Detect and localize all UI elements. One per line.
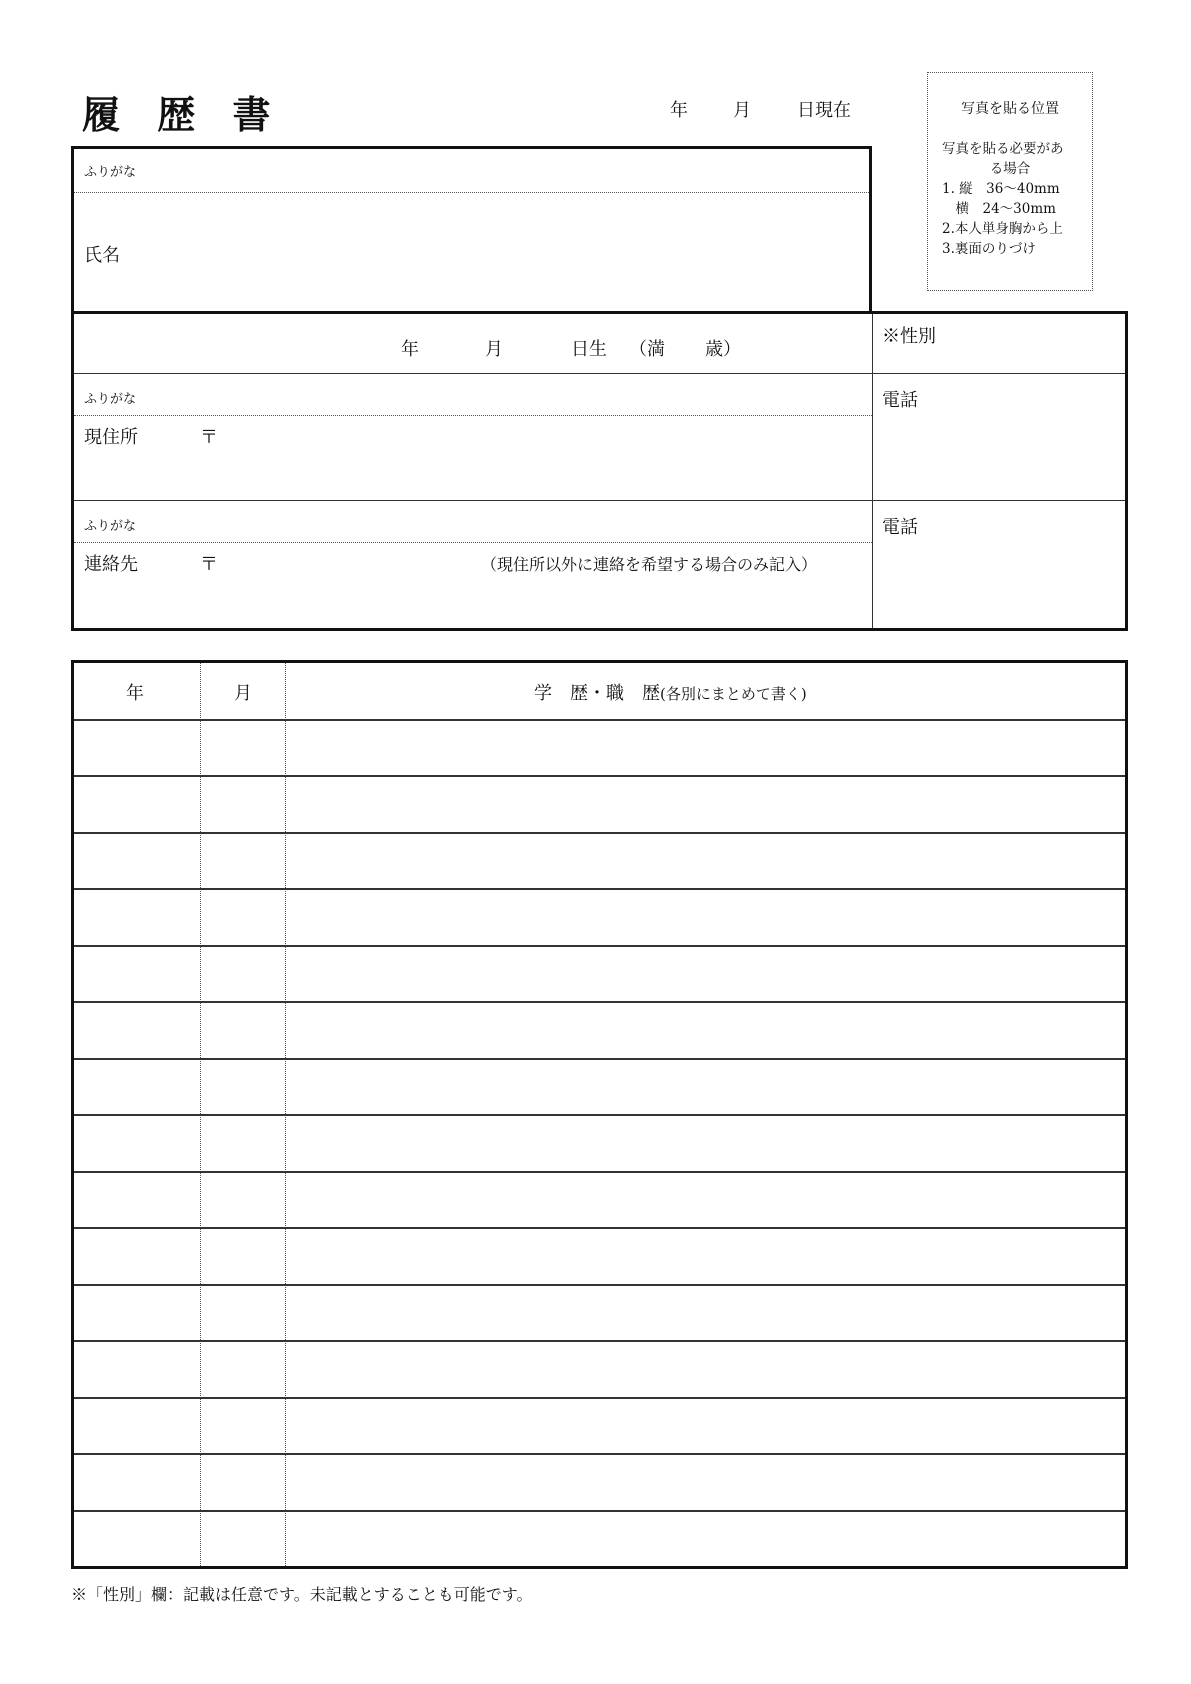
birth-day-label: 日生: [571, 339, 607, 360]
history-row[interactable]: [74, 1001, 1125, 1057]
date-year-label: 年: [670, 100, 688, 121]
col-detail-header: [534, 679, 807, 705]
photo-instruction-line: 3.裏面のりづけ: [942, 241, 1036, 257]
contact-furigana-label: ふりがな: [84, 519, 137, 534]
history-row[interactable]: [74, 1284, 1125, 1340]
age-open-label: （満: [629, 339, 665, 360]
date-day-label: 日現在: [797, 100, 851, 121]
footnote: ※「性別」欄：記載は任意です。未記載とすることも可能です。: [71, 1585, 533, 1604]
birth-year-label: 年: [401, 339, 419, 360]
age-close-label: 歳）: [705, 339, 741, 360]
name-section: [71, 146, 872, 314]
photo-instruction-line: 1. 縦 36～40mm: [942, 181, 1060, 197]
contact-phone-label: 電話: [882, 517, 918, 538]
history-row[interactable]: [74, 1171, 1125, 1227]
date-month-label: 月: [733, 100, 751, 121]
contact-postal-mark: 〒: [200, 554, 218, 575]
history-row[interactable]: [74, 945, 1125, 1001]
address-label: 現住所: [84, 427, 138, 448]
history-row[interactable]: [74, 1227, 1125, 1283]
history-row[interactable]: [74, 1058, 1125, 1114]
address-phone-label: 電話: [882, 390, 918, 411]
col-year-header: 年: [126, 683, 144, 704]
name-label: 氏名: [84, 245, 120, 266]
history-row[interactable]: [74, 888, 1125, 944]
photo-instruction-line: 2.本人単身胸から上: [942, 221, 1063, 237]
history-row[interactable]: [74, 1340, 1125, 1396]
history-row[interactable]: [74, 719, 1125, 775]
photo-heading: 写真を貼る位置: [961, 101, 1059, 117]
name-furigana-label: ふりがな: [84, 165, 137, 180]
address-postal-mark: 〒: [200, 427, 218, 448]
history-row[interactable]: [74, 1510, 1125, 1566]
document-title: 履 歴 書: [82, 93, 283, 137]
history-row[interactable]: [74, 1114, 1125, 1170]
col-month-header: 月: [234, 683, 252, 704]
gender-label: ※性別: [882, 326, 936, 347]
history-row[interactable]: [74, 1397, 1125, 1453]
education-work-history-table: [71, 660, 1128, 1569]
history-row[interactable]: [74, 775, 1125, 831]
birth-month-label: 月: [485, 339, 503, 360]
contact-label: 連絡先: [84, 554, 138, 575]
photo-instruction-line: る場合: [989, 161, 1031, 177]
photo-instruction-line: 横 24～30mm: [942, 201, 1056, 217]
col-detail-title: 学 歴・職 歴: [534, 683, 660, 704]
history-row[interactable]: [74, 832, 1125, 888]
personal-details-section: [71, 311, 1128, 631]
address-furigana-label: ふりがな: [84, 392, 137, 407]
history-row[interactable]: [74, 1453, 1125, 1509]
photo-placement-box[interactable]: [927, 72, 1093, 291]
photo-instruction-line: 写真を貼る必要があ: [942, 141, 1064, 157]
contact-note: （現住所以外に連絡を希望する場合のみ記入）: [481, 555, 818, 574]
col-detail-note: (各別にまとめて書く): [660, 685, 807, 703]
